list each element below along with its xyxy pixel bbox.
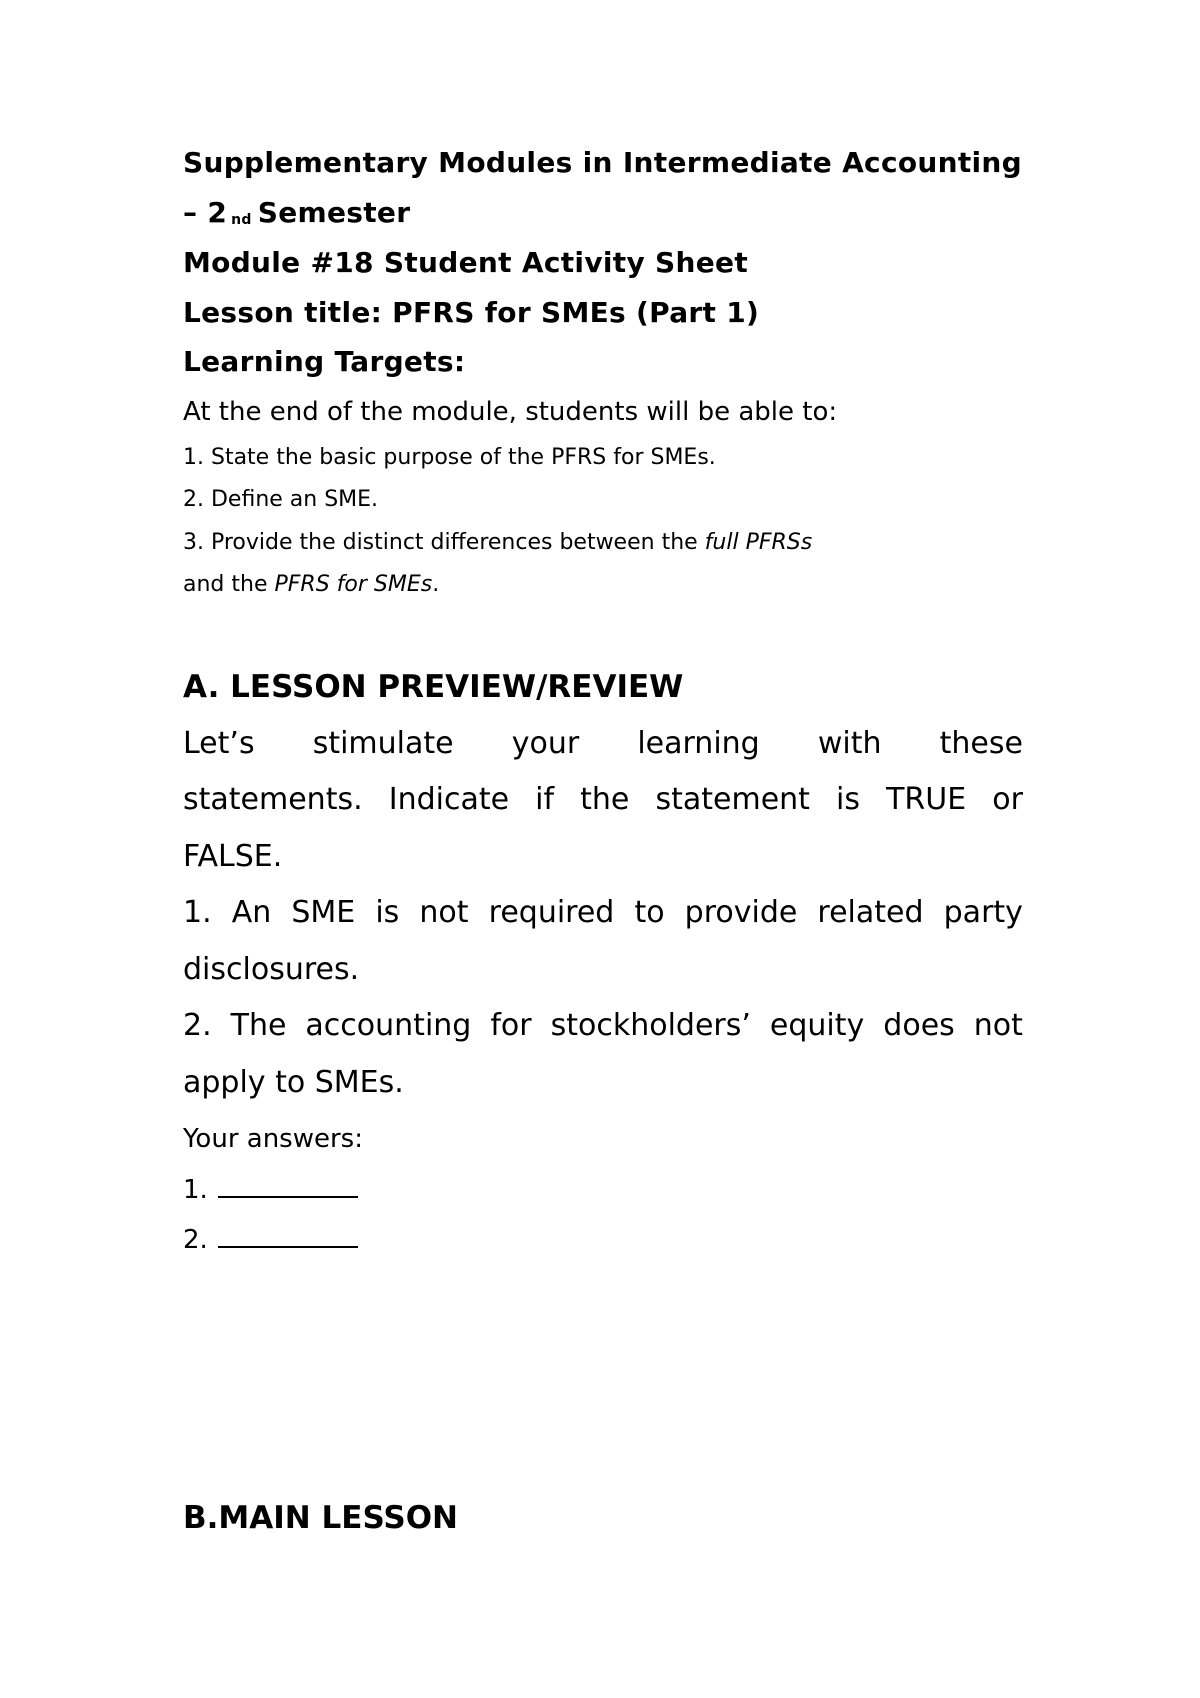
word: the bbox=[580, 782, 630, 817]
learning-targets-heading: Learning Targets: bbox=[183, 345, 466, 378]
answers-label: Your answers: bbox=[183, 1124, 363, 1154]
semester-prefix: – 2 bbox=[183, 196, 228, 229]
word: SME bbox=[291, 895, 356, 930]
word: TRUE bbox=[886, 782, 967, 817]
word: not bbox=[973, 1008, 1023, 1043]
course-title-line1: Supplementary Modules in Intermediate Accounting bbox=[183, 146, 1023, 179]
word: Indicate bbox=[388, 782, 510, 817]
word: related bbox=[817, 895, 924, 930]
section-b-heading: B.MAIN LESSON bbox=[183, 1500, 459, 1536]
word: equity bbox=[769, 1008, 865, 1043]
target-item-3 bbox=[183, 530, 812, 555]
word: 2. bbox=[183, 1008, 212, 1043]
answer-2-blank[interactable] bbox=[218, 1224, 358, 1248]
word: stockholders’ bbox=[550, 1008, 751, 1043]
word: party bbox=[943, 895, 1023, 930]
question-1-line2: disclosures. bbox=[183, 952, 360, 987]
word: Let’s bbox=[183, 726, 255, 761]
course-title-line2 bbox=[183, 196, 410, 229]
word: provide bbox=[684, 895, 798, 930]
target-item-3-line2-italic: PFRS for SMEs bbox=[274, 572, 433, 597]
section-a-intro-line1 bbox=[183, 726, 1023, 761]
word: with bbox=[817, 726, 882, 761]
word: learning bbox=[637, 726, 760, 761]
target-item-3-line2-suffix: . bbox=[432, 572, 440, 597]
target-item-1: 1. State the basic purpose of the PFRS for SMEs. bbox=[183, 445, 716, 470]
word: The bbox=[230, 1008, 287, 1043]
target-item-3-italic: full PFRSs bbox=[704, 530, 813, 555]
word: for bbox=[490, 1008, 532, 1043]
word: or bbox=[992, 782, 1023, 817]
section-a-intro-line2 bbox=[183, 782, 1023, 817]
word: statements. bbox=[183, 782, 363, 817]
answer-2-label: 2. bbox=[183, 1225, 208, 1255]
module-title: Module #18 Student Activity Sheet bbox=[183, 246, 749, 279]
question-2-line2: apply to SMEs. bbox=[183, 1065, 404, 1100]
lesson-title: Lesson title: PFRS for SMEs (Part 1) bbox=[183, 296, 760, 329]
word: to bbox=[634, 895, 665, 930]
semester-superscript: nd bbox=[231, 212, 252, 228]
target-item-3-text: 3. Provide the distinct differences between the bbox=[183, 530, 705, 555]
word: your bbox=[511, 726, 580, 761]
word: is bbox=[375, 895, 400, 930]
answer-1-blank[interactable] bbox=[218, 1174, 358, 1198]
word: An bbox=[231, 895, 272, 930]
word: if bbox=[535, 782, 555, 817]
word: these bbox=[939, 726, 1023, 761]
word: does bbox=[883, 1008, 955, 1043]
question-1-line1 bbox=[183, 895, 1023, 930]
targets-intro: At the end of the module, students will be able to: bbox=[183, 397, 838, 427]
word: is bbox=[836, 782, 860, 817]
word: accounting bbox=[305, 1008, 472, 1043]
word: 1. bbox=[183, 895, 212, 930]
question-2-line1 bbox=[183, 1008, 1023, 1043]
target-item-3-continued bbox=[183, 572, 439, 597]
word: statement bbox=[655, 782, 810, 817]
semester-suffix: Semester bbox=[257, 196, 411, 229]
target-item-2: 2. Define an SME. bbox=[183, 487, 379, 512]
section-a-heading: A. LESSON PREVIEW/REVIEW bbox=[183, 669, 684, 705]
answer-1 bbox=[183, 1174, 358, 1205]
word: not bbox=[419, 895, 469, 930]
section-a-intro-line3: FALSE. bbox=[183, 839, 283, 874]
target-item-3-line2-text: and the bbox=[183, 572, 275, 597]
answer-2 bbox=[183, 1224, 358, 1255]
word: required bbox=[488, 895, 615, 930]
answer-1-label: 1. bbox=[183, 1175, 208, 1205]
word: stimulate bbox=[312, 726, 454, 761]
